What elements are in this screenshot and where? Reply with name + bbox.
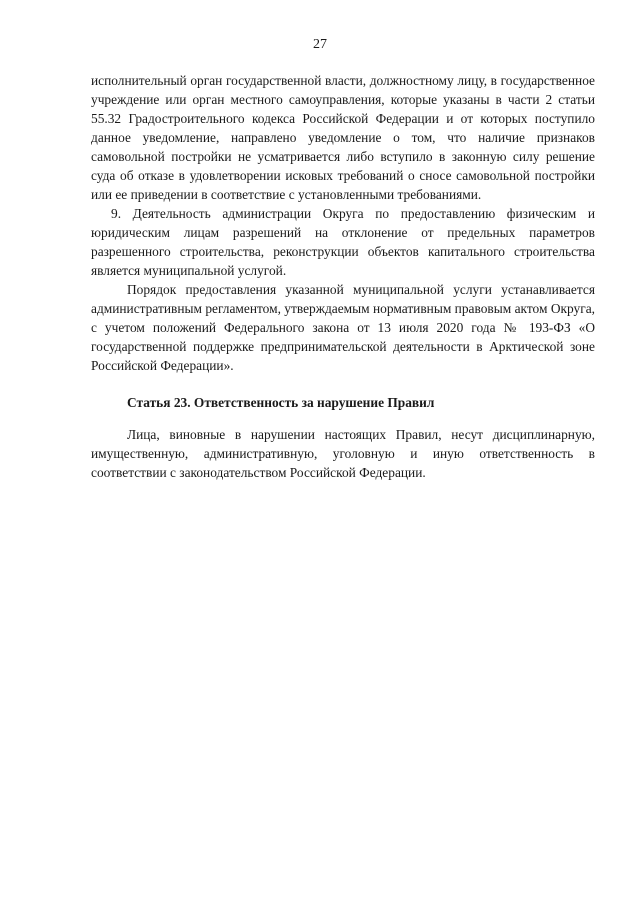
document-body bbox=[91, 71, 595, 482]
paragraph-continuation: исполнительный орган государственной власти, должностному лицу, в государственное учреждение или орган местного самоуправления, которые указаны в части 2 статьи 55.32 Градостроительного кодекса Российской Федерации и от которых поступило данное уведомление, направлено уведомление о том, что наличие признаков самовольной постройки не усматривается либо вступило в законную силу решение суда об отказе в удовлетворении исковых требований о сносе самовольной постройки или ее приведении в соответствие с установленными требованиями. bbox=[91, 73, 595, 202]
spacer bbox=[91, 375, 595, 393]
spacer bbox=[91, 412, 595, 425]
paragraph-procedure: Порядок предоставления указанной муниципальной услуги устанавливается административным регламентом, утверждаемым нормативным правовым актом Округа, с учетом положений Федерального закона от 13 июля 2020 года № 193-ФЗ «О государственной поддержке предпринимательской деятельности в Арктической зоне Российской Федерации». bbox=[91, 282, 595, 373]
paragraph-item-9: 9. Деятельность администрации Округа по предоставлению физическим и юридическим лицам разрешений на отклонение от предельных параметров разрешенного строительства, реконструкции объектов капитального строительства является муниципальной услугой. bbox=[91, 206, 595, 278]
article-heading: Статья 23. Ответственность за нарушение Правил bbox=[127, 395, 435, 410]
page-number: 27 bbox=[313, 37, 327, 52]
paragraph-liability: Лица, виновные в нарушении настоящих Правил, несут дисциплинарную, имущественную, административную, уголовную и иную ответственность в соответствии с законодательством Российской Федерации. bbox=[91, 427, 595, 480]
